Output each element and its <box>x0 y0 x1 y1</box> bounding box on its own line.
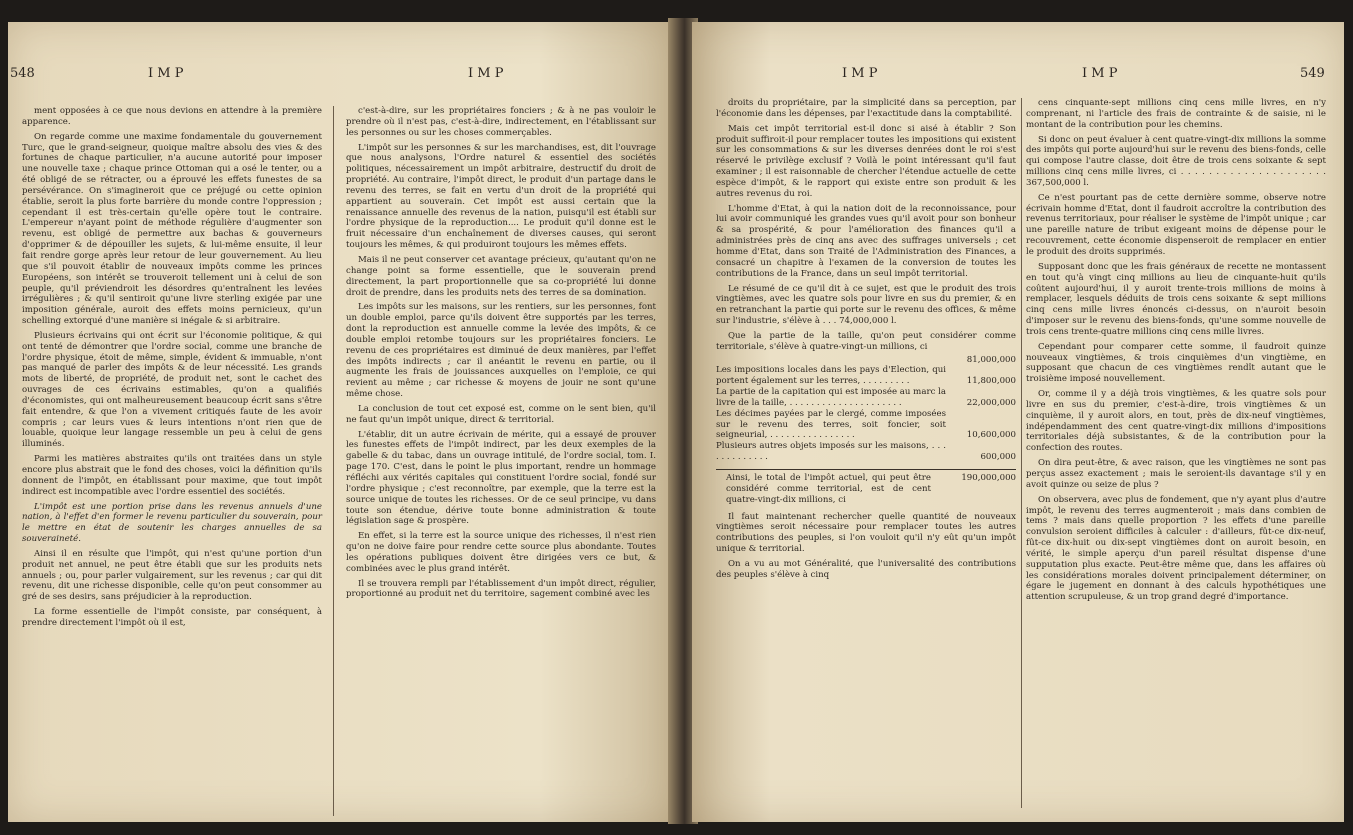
paragraph: Cependant pour comparer cette somme, il faudroit quinze nouveaux vingtièmes, & trois cinquièmes d'un vingtième, en supposant que chacun de ces vingtièmes rendît autant que le troisième imposé nouvellement. <box>1026 341 1326 385</box>
paragraph: Il se trouvera rempli par l'établissement d'un impôt direct, régulier, proportionné au produit net du territoire, sagement combiné avec les <box>346 578 656 600</box>
total-text: Ainsi, le total de l'impôt actuel, qui peut être considéré comme territorial, est de cent quatre-vingt-dix millions, ci <box>726 473 931 505</box>
tax-table <box>716 355 1016 463</box>
paragraph: Supposant donc que les frais généraux de recette ne montassent en tout qu'à vingt cinq millions au lieu de cinquante-huit qu'ils coûtent aujourd'hui, il y auroit trente-trois millions de moins à remplacer, lesquels déduits de trois cens soixante & sept millions cinq cens mille livres énoncés ci-dessus, on n'auroit besoin d'imposer sur le revenu des biens-fonds, qu'une somme nouvelle de trois cens trente-quatre millions cinq cens mille livres. <box>1026 261 1326 337</box>
paragraph: Plusieurs écrivains qui ont écrit sur l'économie politique, & qui ont tenté de démontrer que l'ordre social, comme une branche de l'ordre physique, étoit de même, simple, évident & immuable, n'ont pas manqué de parler des impôts & de leur nécessité. Les grands mots de liberté, de propriété, de produit net, sont le cachet des ouvrages de ces écrivains estimables, qu'on a qualifiés d'économistes, qui ont malheureusement beaucoup écrit sans s'être fait entendre, & que l'on a vivement critiqués faute de les avoir compris ; car leurs vues & leurs intentions n'ont rien que de louable, quoique leur langage ressemble un peu à celui de gens illuminés. <box>22 330 322 450</box>
left-column-1 <box>22 106 322 633</box>
paragraph: En effet, si la terre est la source unique des richesses, il n'est rien qu'on ne doive faire pour rendre cette source plus abondante. Toutes les opérations publiques doivent être dirigées vers ce but, & combinées avec le plus grand intérêt. <box>346 531 656 574</box>
column-rule <box>1021 98 1022 808</box>
table-label: Les décimes payées par le clergé, comme imposées sur le revenu des terres, soit foncier, soit seigneurial, . . . . . . . . . . . . . . . . <box>716 408 946 441</box>
right-page-header <box>692 66 1344 90</box>
left-header-word-1: I M P <box>148 66 184 81</box>
left-page <box>8 22 672 822</box>
table-value: 10,600,000 <box>966 430 1016 441</box>
paragraph: Mais il ne peut conserver cet avantage précieux, qu'autant qu'on ne change point sa forme essentielle, que le souverain prend directement, la part proportionnelle que sa co-propriété lui donne droit de prendre, dans les produits nets des terres de sa domination. <box>346 254 656 298</box>
paragraph: L'impôt est une portion prise dans les revenus annuels d'une nation, à l'effet d'en former le revenu particulier du souverain, pour le mettre en état de soutenir les charges annuelles de sa souveraineté. <box>22 501 322 545</box>
right-column-1 <box>716 98 1016 585</box>
paragraph: cens cinquante-sept millions cinq cens mille livres, en n'y comprenant, ni l'article des frais de contrainte & de saisie, ni le montant de la contribution pour les chemins. <box>1026 98 1326 130</box>
paragraph: La conclusion de tout cet exposé est, comme on le sent bien, qu'il ne faut qu'un impôt unique, direct & territorial. <box>346 403 656 425</box>
table-row <box>716 441 1016 463</box>
paragraph: Les impôts sur les maisons, sur les rentiers, sur les personnes, font un double emploi, parce qu'ils doivent être supportés par les terres, dont la reproduction est annuelle comme la levée des impôts, & ce double emploi retombe toujours sur les propriétaires fonciers. Le revenu de ces propriétaires est diminué de deux manières, par l'effet des impôts indirects ; car il anéantit le revenu en partie, ou il augmente les frais de jouissances auxquelles on l'emploie, ce qui revient au même ; car richesse & moyens de jouir ne sont qu'une même chose. <box>346 302 656 400</box>
paragraph: Or, comme il y a déjà trois vingtièmes, & les quatre sols pour livre en sus du premier, c'est-à-dire, trois vingtièmes & un cinquième, il y auroit alors, en tout, près de dix-neuf vingtièmes, indépendamment des cent quatre-vingt-dix millions d'impositions territoriales déjà subsistantes, & de la contribution pour la confection des routes. <box>1026 389 1326 454</box>
paragraph: Ainsi il en résulte que l'impôt, qui n'est qu'une portion d'un produit net annuel, ne peut être établi que sur les produits nets annuels ; ou, pour parler vulgairement, sur les revenus ; car qui dit revenu, dit une richesse disponible, celle qu'on peut consommer au gré de ses desirs, sans préjudicier à la reproduction. <box>22 548 322 603</box>
left-header-word-2: I M P <box>468 66 504 81</box>
paragraph: L'établir, dit un autre écrivain de mérite, qui a essayé de prouver les funestes effets de l'impôt indirect, par les deux exemples de la gabelle & du tabac, dans un ouvrage intitulé, de l'ordre social, tom. I. page 170. C'est, dans le point le plus important, rendre un hommage réfléchi aux vérités capitales qui constituent l'ordre social, fondé sur l'ordre physique ; c'est reconnoître, par exemple, que la terre est la source unique de toutes les richesses. Or de ce seul principe, vu dans toute son étendue, dérive toute bonne administration & toute législation sage & prospère. <box>346 429 656 527</box>
table-label: La partie de la capitation qui est imposée au marc la livre de la taille, . . . . . . . . . . . . . . . . . . . . . <box>716 387 946 408</box>
table-label <box>716 355 946 366</box>
right-column-2 <box>1026 98 1326 607</box>
paragraph: On a vu au mot Généralité, que l'universalité des contributions des peuples s'élève à cinq <box>716 558 1016 580</box>
right-page <box>692 22 1344 822</box>
table-row <box>716 365 1016 387</box>
table-value: 600,000 <box>980 452 1016 463</box>
paragraph: La forme essentielle de l'impôt consiste, par conséquent, à prendre directement l'impôt où il est, <box>22 607 322 628</box>
left-column-2 <box>346 106 656 604</box>
table-row <box>716 355 1016 366</box>
right-header-word-2: I M P <box>1082 66 1118 81</box>
paragraph: Que la partie de la taille, qu'on peut considérer comme territoriale, s'élève à quatre-vingt-un millions, ci <box>716 330 1016 352</box>
paragraph: L'homme d'Etat, à qui la nation doit de la reconnoissance, pour lui avoir communiqué les grandes vues qu'il avoit pour son bonheur & sa prospérité, & pour l'amélioration des finances qu'il a administrées près de cinq ans avec des suffrages universels ; cet homme d'Etat, dans son Traité de l'Administration des Finances, a consacré un chapitre à l'examen de la conversion de toutes les contributions de la France, dans un seul impôt territorial. <box>716 203 1016 279</box>
paragraph: On observera, avec plus de fondement, que n'y ayant plus d'autre impôt, le revenu des terres augmenteroit ; mais dans combien de tems ? mais dans quelle proportion ? les effets d'une pareille convulsion seroient difficiles à calculer : d'ailleurs, fût-ce dix-neuf, fût-ce dix-huit ou dix-sept vingtièmes dont on auroit besoin, en vérité, le simple aperçu d'un pareil résultat dispense d'une supputation plus exacte. Peut-être même que, dans les affaires où les considérations morales doivent principalement déterminer, on égare le jugement en donnant à des calculs hypothétiques une attention scrupuleuse, & un trop grand degré d'importance. <box>1026 494 1326 603</box>
right-header-word-1: I M P <box>842 66 878 81</box>
paragraph: Le résumé de ce qu'il dit à ce sujet, est que le produit des trois vingtièmes, avec les quatre sols pour livre en sus du premier, & en en retranchant la partie qui porte sur le revenu des offices, & même sur l'industrie, s'élève à . . . 74,000,000 l. <box>716 283 1016 327</box>
table-row <box>716 409 1016 442</box>
total-value: 190,000,000 <box>961 473 1016 483</box>
left-page-number: 548 <box>10 66 35 81</box>
paragraph: ment opposées à ce que nous devions en attendre à la première apparence. <box>22 106 322 127</box>
paragraph: On regarde comme une maxime fondamentale du gouvernement Turc, que le grand-seigneur, quoique maître absolu des vies & des fortunes de chaque particulier, n'a aucune autorité pour imposer une nouvelle taxe ; chaque prince Ottoman qui a osé le tenter, ou a été obligé de se rétracter, ou a éprouvé les effets funestes de sa persévérance. On s'imagineroit que ce préjugé ou cette opinion établie, seroit la plus forte barrière du monde contre l'oppression ; cependant il est très-certain qu'elle opère tout le contraire. L'empereur n'ayant point de méthode régulière d'augmenter son revenu, est obligé de permettre aux bachas & gouverneurs d'opprimer & de dépouiller les sujets, & lui-même ensuite, il leur fait rendre gorge après leur retour de leur gouvernement. Au lieu que s'il pouvoit établir de nouveaux impôts comme les princes Européens, son intérêt se trouveroit tellement uni à celui de son peuple, qu'il préviendroit les désordres qu'entraînent les levées irrégulières ; & qu'il sentiroit qu'une livre sterling exigée par une imposition générale, auroit des effets moins pernicieux, qu'un schelling extorqué d'une manière si inégale & si arbitraire. <box>22 131 322 327</box>
table-label: Les impositions locales dans les pays d'Election, qui portent également sur les terres, . . . . . . . . . <box>716 365 946 387</box>
paragraph: L'impôt sur les personnes & sur les marchandises, est, dit l'ouvrage que nous analysons, l'Ordre naturel & essentiel des sociétés politiques, nécessairement un impôt arbitraire, destructif du droit de propriété. Au contraire, l'impôt direct, le produit d'un partage dans le revenu des terres, se fait en vertu d'un droit de la propriété qui appartient au souverain. Cet impôt est aussi certain que la renaissance annuelle des revenus de la nation, puisqu'il est établi sur l'ordre physique de la reproduction.... Le produit qu'il donne est le fruit nécessaire d'un enchaînement de diverses causes, qui seront toujours les mêmes, & qui produiront toujours les mêmes effets. <box>346 142 656 251</box>
paragraph: droits du propriétaire, par la simplicité dans sa perception, par l'économie dans les dépenses, par l'exactitude dans la comptabilité. <box>716 98 1016 119</box>
paragraph: Il faut maintenant rechercher quelle quantité de nouveaux vingtièmes seroit nécessaire pour remplacer toutes les autres contributions des peuples, si l'on vouloit qu'il n'y eût qu'un impôt unique & territorial. <box>716 511 1016 555</box>
paragraph: On dira peut-être, & avec raison, que les vingtièmes ne sont pas perçus assez exactement ; mais le seroient-ils davantage s'il y en avoit quinze ou seize de plus ? <box>1026 458 1326 490</box>
paragraph: c'est-à-dire, sur les propriétaires fonciers ; & à ne pas vouloir le prendre où il n'est pas, c'est-à-dire, indirectement, en l'établissant sur les personnes ou sur les choses commerçables. <box>346 106 656 138</box>
table-row <box>716 387 1016 409</box>
table-value: 22,000,000 <box>966 397 1016 408</box>
table-value: 11,800,000 <box>966 376 1016 387</box>
right-page-number: 549 <box>1300 66 1325 81</box>
total-row <box>716 469 1016 506</box>
table-label: Plusieurs autres objets imposés sur les maisons, . . . . . . . . . . . . . <box>716 441 946 463</box>
paragraph: Mais cet impôt territorial est-il donc si aisé à établir ? Son produit suffiroit-il pour remplacer toutes les impositions qui existent sur les consommations & sur les diverses denrées dont le roi s'est réservé le privilège exclusif ? Voilà le point intéressant qu'il faut examiner ; il est raisonnable de chercher l'étendue actuelle de cette espèce d'impôt, & le rapport qui existe entre son produit & les autres revenus du roi. <box>716 123 1016 199</box>
paragraph: Si donc on peut évaluer à cent quatre-vingt-dix millions la somme des impôts qui porte aujourd'hui sur le revenu des biens-fonds, celle qui compose l'autre classe, doit être de trois cens soixante & sept millions cinq cens mille livres, ci . . . . . . . . . . . . . . . . . . . . . 367,500,000 l. <box>1026 134 1326 188</box>
table-value: 81,000,000 <box>966 354 1016 365</box>
paragraph: Parmi les matières abstraites qu'ils ont traitées dans un style encore plus abstrait que le fond des choses, voici la définition qu'ils donnent de l'impôt, en établissant pour maxime, que tout impôt indirect est incompatible avec l'ordre essentiel des sociétés. <box>22 454 322 497</box>
left-page-header <box>8 66 672 90</box>
column-rule <box>333 106 334 816</box>
paragraph: Ce n'est pourtant pas de cette dernière somme, observe notre écrivain homme d'Etat, dont il faudroit accroître la contribution des revenus territoriaux, pour réaliser le système de l'impôt unique ; car une pareille nature de tribut exigeant moins de dépense pour le recouvrement, cette économie dispenseroit de remplacer en entier le produit des droits supprimés. <box>1026 192 1326 257</box>
